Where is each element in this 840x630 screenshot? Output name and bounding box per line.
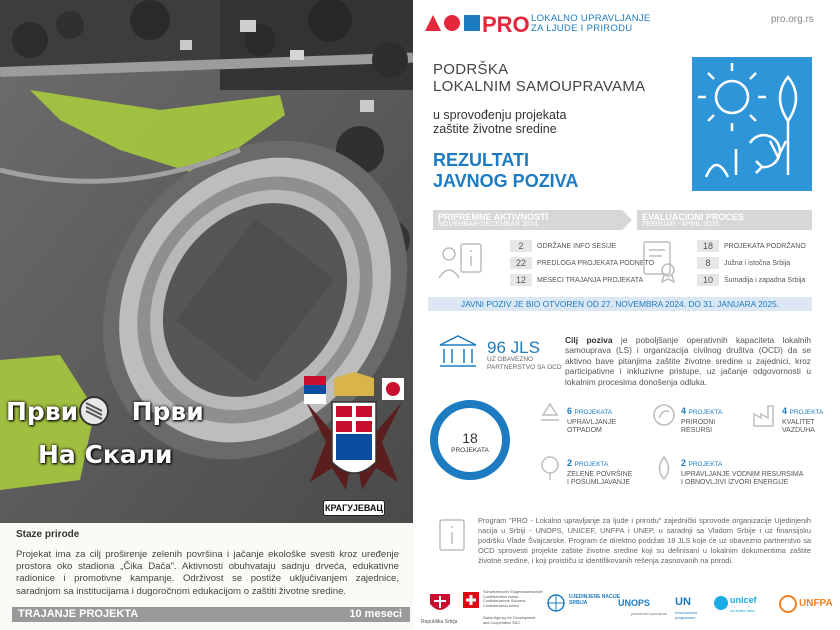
prep-stat-label: MESECI TRAJANJA PROJEKATA <box>537 276 644 284</box>
result-label: UPRAVLJANJE OTPADOM <box>567 419 616 434</box>
unops-logo: UNOPS <box>618 598 651 608</box>
duration-bar <box>12 607 410 622</box>
unicef-logo: unicef <box>730 595 757 605</box>
result-count: 2 PROJEKTA <box>681 458 723 468</box>
site-link[interactable]: pro.org.rs <box>771 14 814 25</box>
jls-subtitle-line2: PARTNERSTVO SA OCD <box>487 364 562 371</box>
partner-logo-strip <box>413 586 840 630</box>
result-count: 6 PROJEKATA <box>567 406 613 416</box>
result-count: 4 PROJEKTA <box>782 406 824 416</box>
eval-stat-num: 8 <box>697 257 719 269</box>
unep-sub: environment programme <box>675 610 698 620</box>
eval-stat-row <box>697 257 790 269</box>
duration-value: 10 meseci <box>349 608 402 620</box>
unep-logo: UN <box>675 596 691 608</box>
donut-count: 18 <box>462 430 478 446</box>
results-heading <box>433 150 578 192</box>
brand-name-line2: На Скали <box>38 440 173 469</box>
factory-icon <box>752 402 778 428</box>
info-document-icon <box>437 518 467 552</box>
unicef-emblem-icon <box>714 596 728 610</box>
result-count: 4 PROJEKTA <box>681 406 723 416</box>
pro-logo-shapes-icon <box>424 14 480 32</box>
prep-stat-label: PREDLOGA PROJEKATA PODNETO <box>537 259 655 267</box>
leaf-globe-icon <box>651 402 677 428</box>
recycle-icon <box>537 402 563 426</box>
eval-stat-num: 10 <box>697 274 719 286</box>
eval-phase-dates: FEBRUAR - APRIL 2025. <box>642 221 721 228</box>
people-info-icon <box>437 240 485 286</box>
certificate-icon <box>640 240 680 284</box>
jls-subtitle <box>487 356 562 372</box>
serbia-coat-icon <box>428 590 452 616</box>
bolt-logo-icon <box>78 395 110 427</box>
prep-stat-label: ODRŽANE INFO SESIJE <box>537 242 616 250</box>
program-description: Program "PRO - Lokalno upravljanje za ljude i prirodu" zajednički sprovode organizacije Ujedinjenih nacija u Srbiji - UNOPS, UNICEF, UNFPA i UNEP, u saradnji sa Vladom Srbije i uz finansijsku podršku Vlade Švajcarske. Program će direktno podržati 18 JLS koje će uz obavezno partnerstvo sa OCD sprovesti projekte zaštite životne sredine koji su definisani u lokalnim dokumentima zaštite životne sredine, i koji proističu iz identifikovanih rešenja zasnovanih na prirodi. <box>478 516 811 565</box>
hero-subtitle-line1: u sprovođenju projekata <box>433 108 567 122</box>
eval-stat-label: Šumadija i zapadna Srbija <box>724 276 806 284</box>
jls-count: 96 JLS <box>487 338 540 357</box>
unfpa-emblem-icon <box>779 595 797 613</box>
tagline-line1: LOKALNO UPRAVLJANJE <box>531 13 651 24</box>
prep-stat-row <box>510 274 643 286</box>
hero-title <box>433 61 645 95</box>
results-heading-line1: REZULTATI <box>433 150 529 170</box>
left-photo-panel <box>0 0 413 630</box>
prep-phase-band <box>433 210 623 230</box>
result-label: ZELENE POVRŠINE I POŠUMLJAVANJE <box>567 471 633 486</box>
goal-body: je poboljšanje operativnih kapaciteta lokalnih samouprava (LS) i organizacija civilnog društva (OCD) da se aktivno bave pitanjima zaštite životne sredine u zajednici, kroz participativne i inkluzivne pristupe, uz jačanje odgovornosti u lokalnim procesima donošenja odluka. <box>565 335 812 387</box>
prep-stat-num: 12 <box>510 274 532 286</box>
hero-title-line1: PODRŠKA <box>433 61 509 78</box>
swiss-flag-icon <box>463 592 479 608</box>
prep-stat-row <box>510 257 654 269</box>
call-period-bar: JAVNI POZIV JE BIO OTVOREN OD 27. NOVEMBRA 2024. DO 31. JANUARA 2025. <box>428 297 812 311</box>
hero-title-line2: LOKALNIM SAMOUPRAVAMA <box>433 78 646 95</box>
eval-stat-label: PROJEKATA PODRŽANO <box>724 242 806 250</box>
hero-subtitle-line2: zaštite životne sredine <box>433 122 557 136</box>
hero-subtitle <box>433 108 566 136</box>
result-count: 2 PROJEKTA <box>567 458 609 468</box>
eval-stat-label: Južna i istočna Srbija <box>724 259 791 267</box>
tagline-line2: ZA LJUDE I PRIRODU <box>531 23 633 34</box>
eval-stat-row <box>697 240 806 252</box>
sun-nature-recycle-icon <box>692 57 812 191</box>
goal-text <box>565 335 811 387</box>
unops-sub: partnerski sporazum <box>631 611 668 616</box>
brand-name-line1: Први Први <box>6 397 204 426</box>
eval-stat-num: 18 <box>697 240 719 252</box>
prep-stat-num: 22 <box>510 257 532 269</box>
duration-label: TRAJANJE PROJEKTA <box>18 608 139 620</box>
pro-logo-tagline <box>531 14 651 34</box>
result-label: KVALITET VAZDUHA <box>782 419 815 434</box>
unfpa-logo: UNFPA <box>799 598 833 609</box>
caption-text: Projekat ima za cilj proširenje zelenih površina i jačanje ekološke svesti kroz uređenje prostora oko stadiona „Čika Dača". Aktivnosti obuhvataju sadnju drveća, edukativne radionice i promotivne kampanje. Održivost se postiže uključivanjem zajednice, saradnjom sa institucijama i dugoročnom edukacijom o zaštiti životne sredine. <box>16 549 399 597</box>
prep-phase-dates: NOVEMBAR-DECEMBAR 2024. <box>438 221 540 228</box>
eval-phase-title: EVALUACIONI PROCES <box>642 212 744 222</box>
pro-logo-text: PRO <box>482 12 530 37</box>
city-name-ribbon: КРАГУЈЕВАЦ <box>323 500 385 516</box>
unicef-sub: za svako dete <box>730 608 755 613</box>
caption-title: Staze prirode <box>16 529 80 540</box>
tree-icon <box>537 455 563 481</box>
donut-label: PROJEKATA <box>451 447 489 454</box>
prep-phase-title: PRIPREMNE AKTIVNOSTI <box>438 212 549 222</box>
water-drop-icon <box>651 455 677 481</box>
prep-stat-row <box>510 240 616 252</box>
prep-stat-num: 2 <box>510 240 532 252</box>
un-emblem-icon <box>547 594 565 612</box>
results-heading-line2: JAVNOG POZIVA <box>433 171 579 191</box>
swiss-text: Schweizerische Eidgenossenschaft Confédération suisse Confederazione Svizzera Confederaziun svizra Swiss Agency for Development and Cooperation SDC <box>483 590 543 625</box>
government-building-icon <box>437 333 479 371</box>
result-label: UPRAVLJANJE VODNIM RESURSIMA I OBNOVLJIVI IZVORI ENERGIJE <box>681 471 804 486</box>
eval-stat-row <box>697 274 805 286</box>
jls-subtitle-line1: UZ OBAVEZNO <box>487 356 534 363</box>
goal-lead: Cilj poziva <box>565 335 613 345</box>
result-label: PRIRODNI RESURSI <box>681 419 716 434</box>
un-label: UJEDINJENE NACIJE SRBIJA <box>569 594 621 606</box>
eval-phase-band <box>637 210 812 230</box>
serbia-label: Republika Srbija <box>421 619 458 625</box>
arrow-right-icon <box>612 210 632 230</box>
